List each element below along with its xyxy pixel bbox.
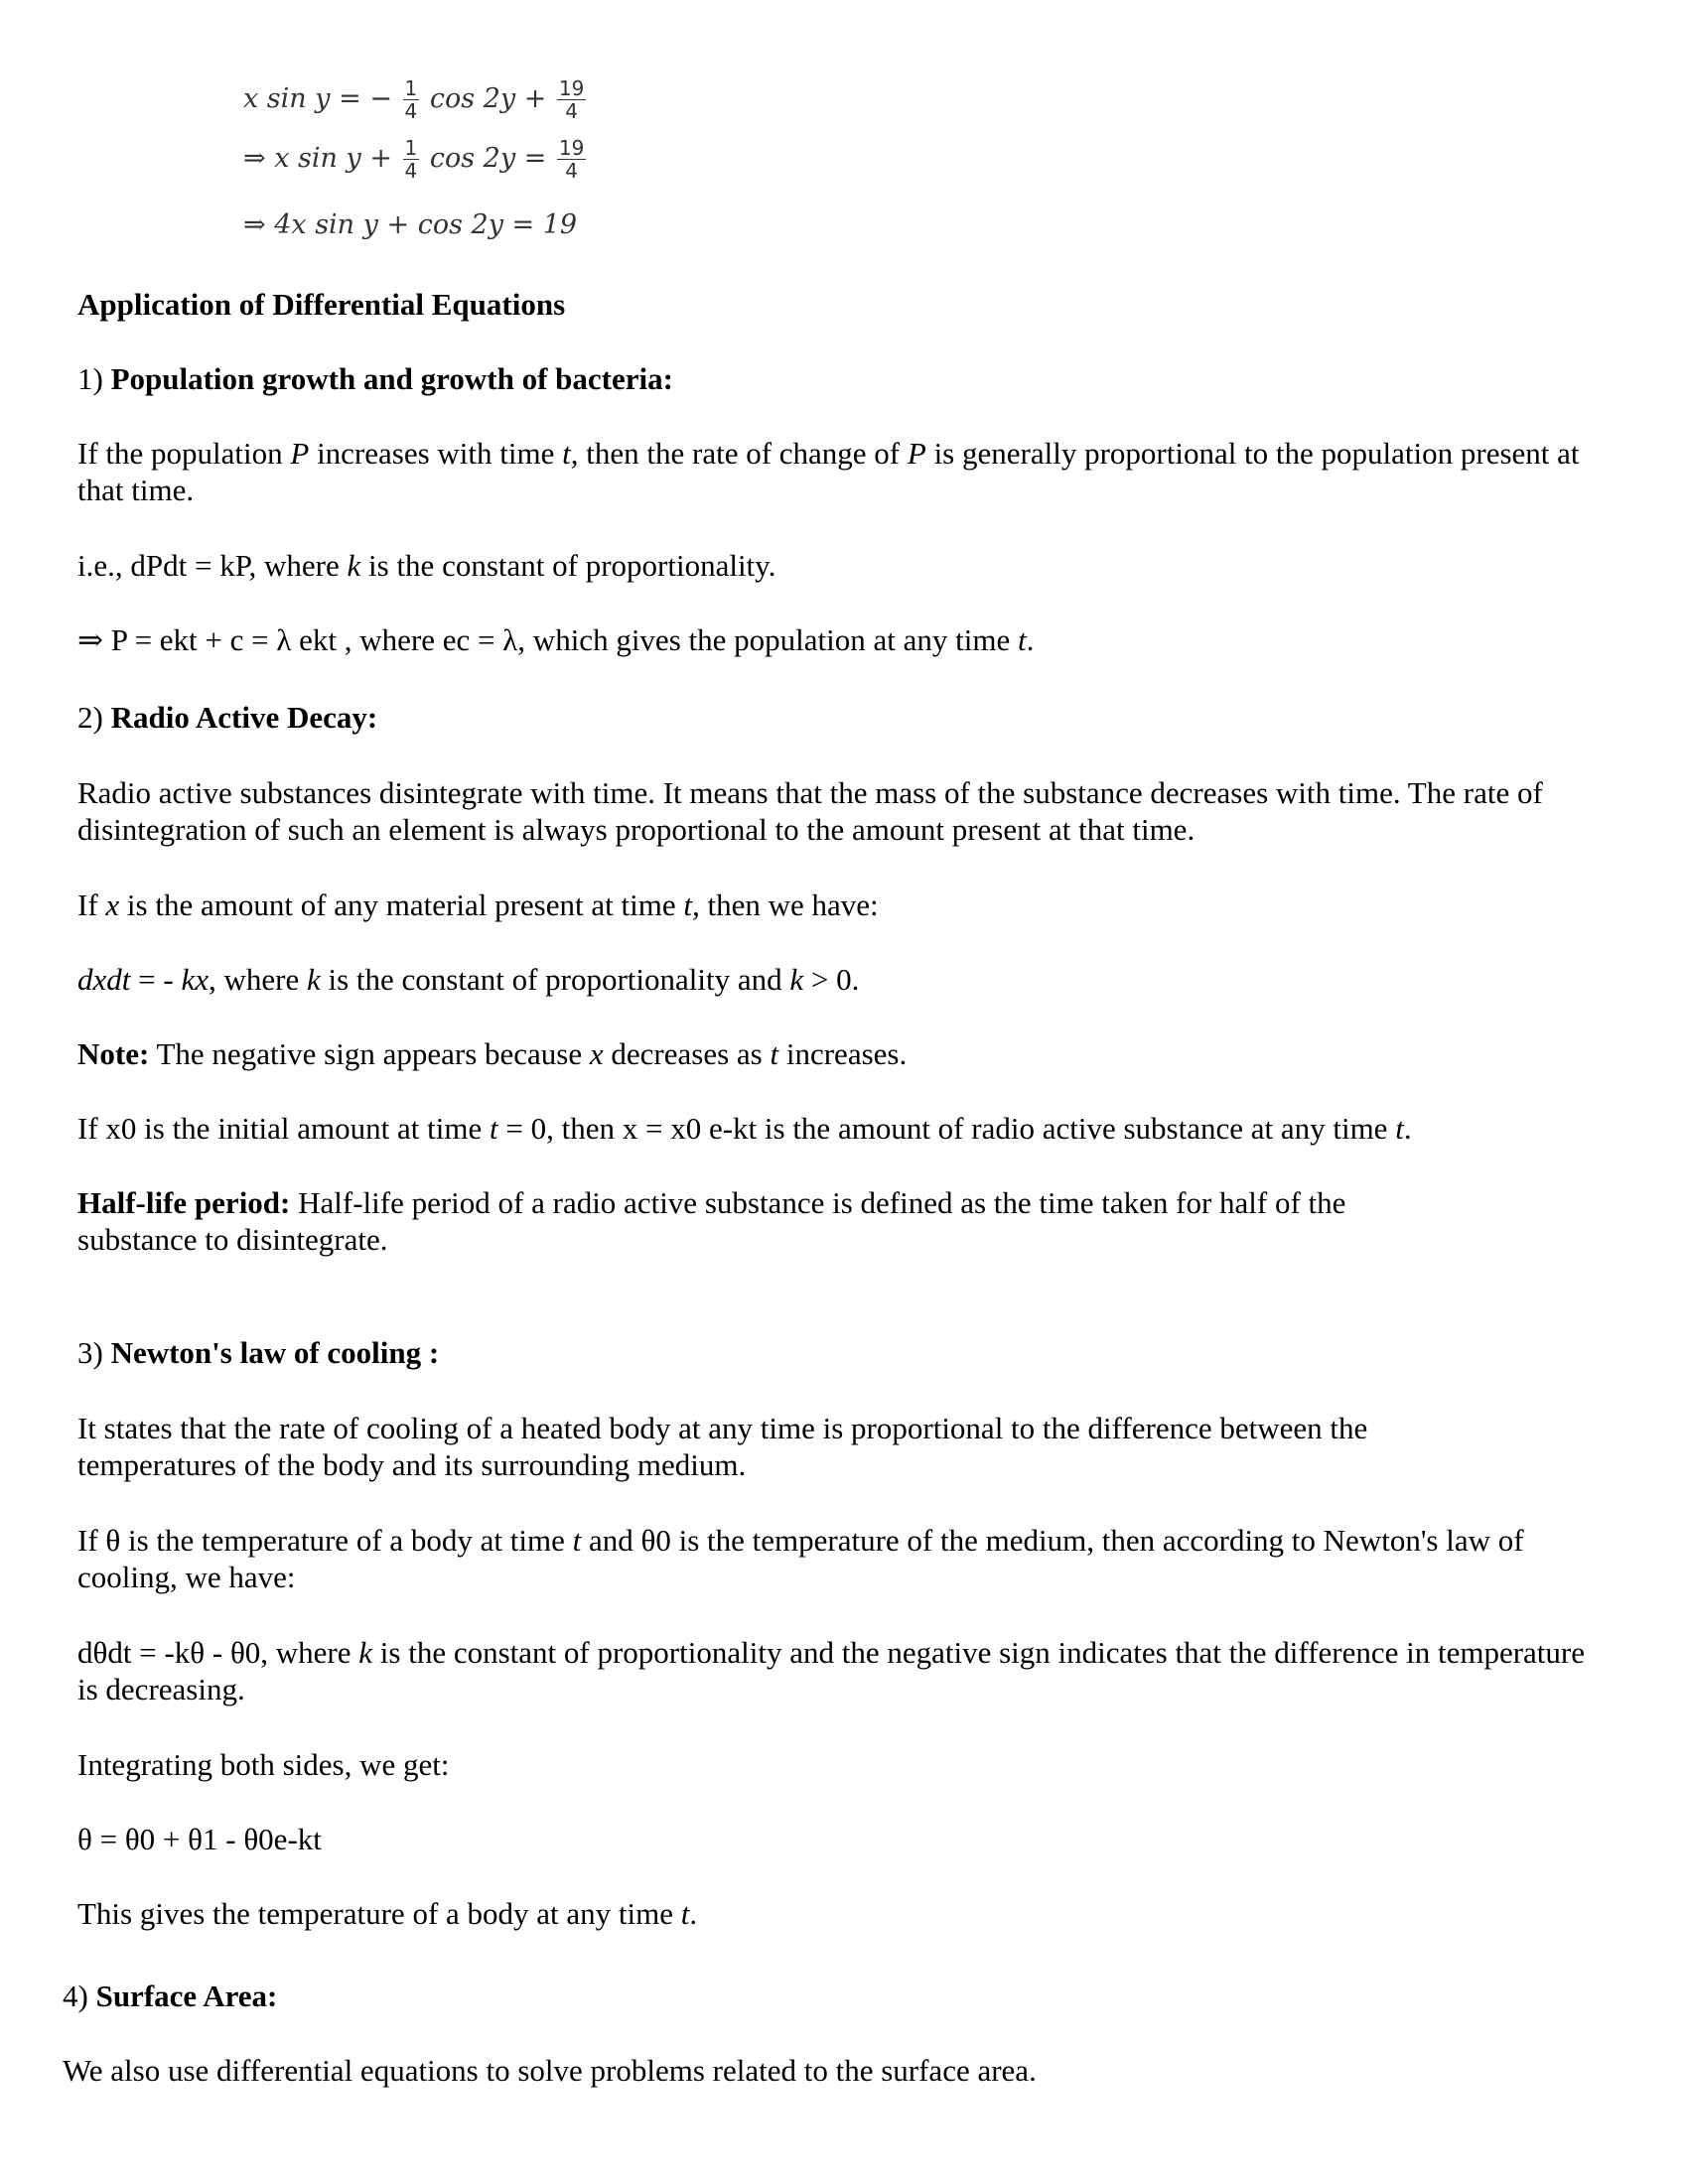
eq1-lhs: x sin y = [243, 83, 361, 114]
equation-line-3 [243, 206, 577, 243]
section-3-title [77, 1334, 439, 1371]
eq1-sign: − [369, 83, 392, 114]
s3-paragraph-2: If θ is the temperature of a body at time t and θ0 is the temperature of the medium, then according to Newton's law of cooling, we have: [77, 1523, 1524, 1594]
eq2-frac2-num: 19 [558, 136, 585, 160]
s1-paragraph-1: If the population P increases with time t, then the rate of change of P is generally proportional to the population present at that time. [77, 436, 1580, 507]
eq2-lhs: ⇒ x sin y + [243, 143, 392, 174]
section-1-number: 1) [77, 361, 111, 396]
eq1-fraction-2 [557, 77, 586, 122]
eq2-frac2-den: 4 [565, 159, 578, 183]
section-4-title [63, 1978, 277, 2014]
s3-paragraph-4: Integrating both sides, we get: [77, 1747, 450, 1782]
eq2-fraction-2 [557, 137, 586, 182]
s3-paragraph-3: dθdt = -kθ - θ0, where k is the constant of proportionality and the negative sign indicates that the difference in temperature is decreasing. [77, 1635, 1585, 1706]
eq1-fraction-1 [403, 77, 420, 122]
s2-paragraph-3: dxdt = - kx, where k is the constant of proportionality and k > 0. [77, 962, 860, 997]
section-2-title [77, 699, 377, 736]
s3-equation: θ = θ0 + θ1 - θ0e-kt [77, 1822, 322, 1856]
section-3-number: 3) [77, 1335, 111, 1370]
eq1-frac2-den: 4 [565, 99, 579, 123]
equation-line-1 [243, 77, 588, 122]
halflife-label: Half-life period: [77, 1185, 291, 1220]
section-1-heading: Population growth and growth of bacteria: [110, 361, 673, 396]
s2-paragraph-2: If x is the amount of any material present at time t, then we have: [77, 887, 879, 922]
section-3-heading: Newton's law of cooling : [110, 1335, 440, 1370]
eq2-frac1-num: 1 [404, 136, 418, 160]
note-label: Note: [77, 1036, 150, 1071]
eq2-mid: cos 2y = [429, 143, 547, 174]
eq1-frac1-num: 1 [404, 76, 418, 100]
equation-block [243, 69, 760, 248]
s1-paragraph-2: i.e., dPdt = kP, where k is the constant of proportionality. [77, 548, 776, 583]
eq2-fraction-1 [403, 137, 420, 182]
equation-line-2 [243, 137, 588, 182]
s3-paragraph-1: It states that the rate of cooling of a heated body at any time is proportional to the difference between the temperatures of the body and its surrounding medium. [77, 1411, 1368, 1482]
eq3-text: ⇒ 4x sin y + cos 2y = 19 [243, 209, 578, 240]
eq1-mid: cos 2y + [429, 83, 547, 114]
section-1-title [77, 360, 673, 397]
eq1-frac1-den: 4 [404, 99, 418, 123]
section-4-number: 4) [63, 1979, 96, 2013]
s2-paragraph-1: Radio active substances disintegrate with time. It means that the mass of the substance decreases with time. The rate of disintegration of such an element is always proportional to the amount present at that time. [77, 775, 1543, 847]
section-2-heading: Radio Active Decay: [110, 700, 378, 735]
s2-halflife: Half-life period: Half-life period of a radio active substance is defined as the time taken for half of the substance to disintegrate. [77, 1185, 1346, 1257]
s3-paragraph-6: This gives the temperature of a body at any time t. [77, 1896, 698, 1931]
page-heading: Application of Differential Equations [77, 287, 566, 322]
s1-paragraph-3: ⇒ P = ekt + c = λ ekt , where ec = λ, which gives the population at any time t. [77, 622, 1035, 657]
eq2-frac1-den: 4 [404, 159, 418, 183]
eq1-frac2-num: 19 [558, 76, 585, 100]
section-2-number: 2) [77, 700, 111, 735]
s4-paragraph-1: We also use differential equations to solve problems related to the surface area. [63, 2053, 1037, 2088]
s2-paragraph-4: If x0 is the initial amount at time t = 0, then x = x0 e-kt is the amount of radio active substance at any time t. [77, 1111, 1412, 1146]
s2-note: Note: The negative sign appears because x decreases as t increases. [77, 1036, 908, 1071]
section-4-heading: Surface Area: [95, 1979, 278, 2013]
